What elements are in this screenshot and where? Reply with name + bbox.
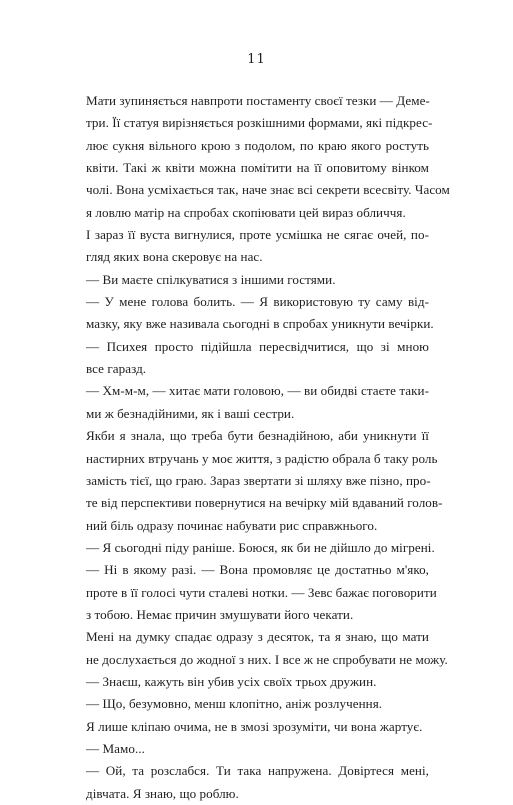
text-line: Мати зупиняється навпроти постаменту своєї тезки — Деме- (86, 93, 430, 108)
text-line: чолі. Вона усміхається так, наче знає всі секрети всесвіту. Часом (86, 182, 450, 198)
text-line: — Психея просто підійшла пересвідчитися, що зі мною (86, 338, 429, 354)
text-line: все гаразд. (86, 361, 147, 377)
text-line: те від перспективи повернутися на вечірку мій вдаваний голов- (86, 495, 443, 511)
text-line: — Знаєш, кажуть він убив усіх своїх трьох дружин. (86, 673, 377, 689)
text-line: — Що, безумовно, менш клопітно, аніж розлучення. (86, 696, 383, 712)
text-line: Якби я знала, що треба бути безнадійною, аби уникнути її (86, 428, 429, 444)
text-line: не дослухається до жодної з них. І все ж не спробувати не можу. (86, 651, 448, 667)
text-line: ми ж безнадійними, як і ваші сестри. (86, 405, 295, 421)
text-line: настирних втручань у моє життя, з радістю обрала б таку роль (86, 450, 438, 466)
text-line: І зараз її вуста вигнулися, проте усмішка не сягає очей, по- (86, 227, 429, 243)
body-text (86, 90, 450, 805)
text-line: — Ви маєте спілкуватися з іншими гостями. (86, 271, 336, 287)
text-line: мазку, яку вже називала сьогодні в спробах уникнути вечірки. (86, 316, 434, 332)
text-line: — Мамо... (86, 740, 145, 756)
text-line: дівчата. Я знаю, що роблю. (86, 785, 239, 801)
text-line: — Ой, та розслабся. Ти така напружена. Довіртеся мені, (86, 763, 429, 779)
text-line: лює сукня вільного крою з подолом, по краю якого ростуть (86, 137, 429, 153)
text-line: я ловлю матір на спробах скопіювати цей вираз обличчя. (86, 204, 406, 220)
text-line: три. Її статуя вирізняється розкішними формами, які підкрес- (86, 115, 433, 131)
text-line: Я лише кліпаю очима, не в змозі зрозуміти, чи вона жартує. (86, 718, 423, 734)
text-line: з тобою. Немає причин змушувати його чекати. (86, 606, 354, 622)
text-line: замість тієї, що граю. Зараз звертати зі шляху вже пізно, про- (86, 472, 431, 488)
text-line: ний біль одразу починає набувати рис справжнього. (86, 517, 378, 533)
text-line: — Хм-м-м, — хитає мати головою, — ви обидві стаєте таки- (86, 383, 429, 399)
text-line: — Ні в якому разі. — Вона промовляє це достатньо м'яко, (86, 562, 429, 578)
text-line: Мені на думку спадає одразу з десяток, та я знаю, що мати (86, 629, 429, 645)
text-line: гляд яких вона скеровує на нас. (86, 249, 263, 265)
text-line: — Я сьогодні піду раніше. Боюся, як би не дійшло до мігрені. (86, 539, 435, 555)
text-line: — У мене голова болить. — Я використовую ту саму від- (86, 294, 429, 310)
text-line: проте в її голосі чути сталеві нотки. — Зевс бажає поговорити (86, 584, 437, 600)
page-number: 11 (247, 52, 266, 67)
text-line: квіти. Такі ж квіти можна помітити на її оповитому вінком (86, 160, 429, 176)
